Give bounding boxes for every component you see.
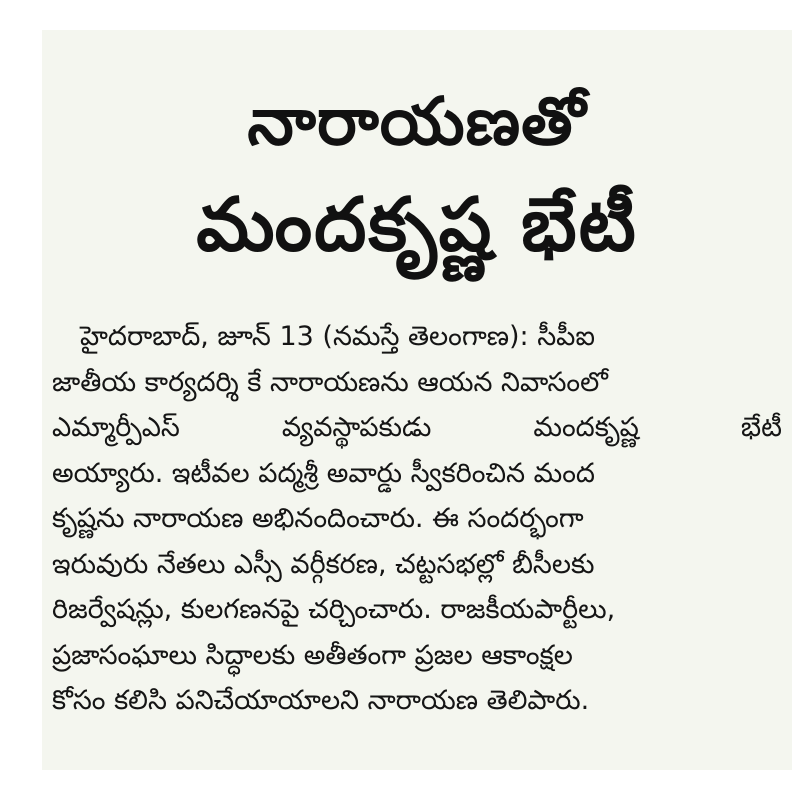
body-line: అయ్యారు. ఇటీవల పద్మశ్రీ అవార్డు స్వీకరించిన మంద	[52, 457, 595, 489]
body-line: రిజర్వేషన్లు, కులగణనపై చర్చించారు. రాజకీయపార్టీలు,	[52, 594, 616, 625]
body-line: ఎమ్మార్పీఎస్ వ్యవస్థాపకుడు మందకృష్ణ భేటీ	[52, 412, 782, 443]
newspaper-clipping	[42, 30, 792, 770]
body-line: హైదరాబాద్, జూన్ 13 (నమస్తే తెలంగాణ): సీపీఐ	[80, 321, 595, 352]
headline-line-2: మందకృష్ణ భేటీ	[196, 182, 638, 268]
body-line: జాతీయ కార్యదర్శి కే నారాయణను ఆయన నివాసంలో	[52, 366, 608, 398]
article-body	[52, 314, 782, 724]
body-line: ఇరువురు నేతలు ఎస్సీ వర్గీకరణ, చట్టసభల్లో బీసీలకు	[52, 548, 595, 580]
body-line: ప్రజాసంఘాలు సిద్ధాలకు అతీతంగా ప్రజల ఆకాంక్షల	[52, 639, 573, 671]
body-line: కృష్ణను నారాయణ అభినందించారు. ఈ సందర్భంగా	[52, 503, 584, 534]
body-line: కోసం కలిసి పనిచేయాయాలని నారాయణ తెలిపారు.	[52, 685, 590, 716]
headline-line-1: నారాయణతో	[247, 83, 587, 160]
